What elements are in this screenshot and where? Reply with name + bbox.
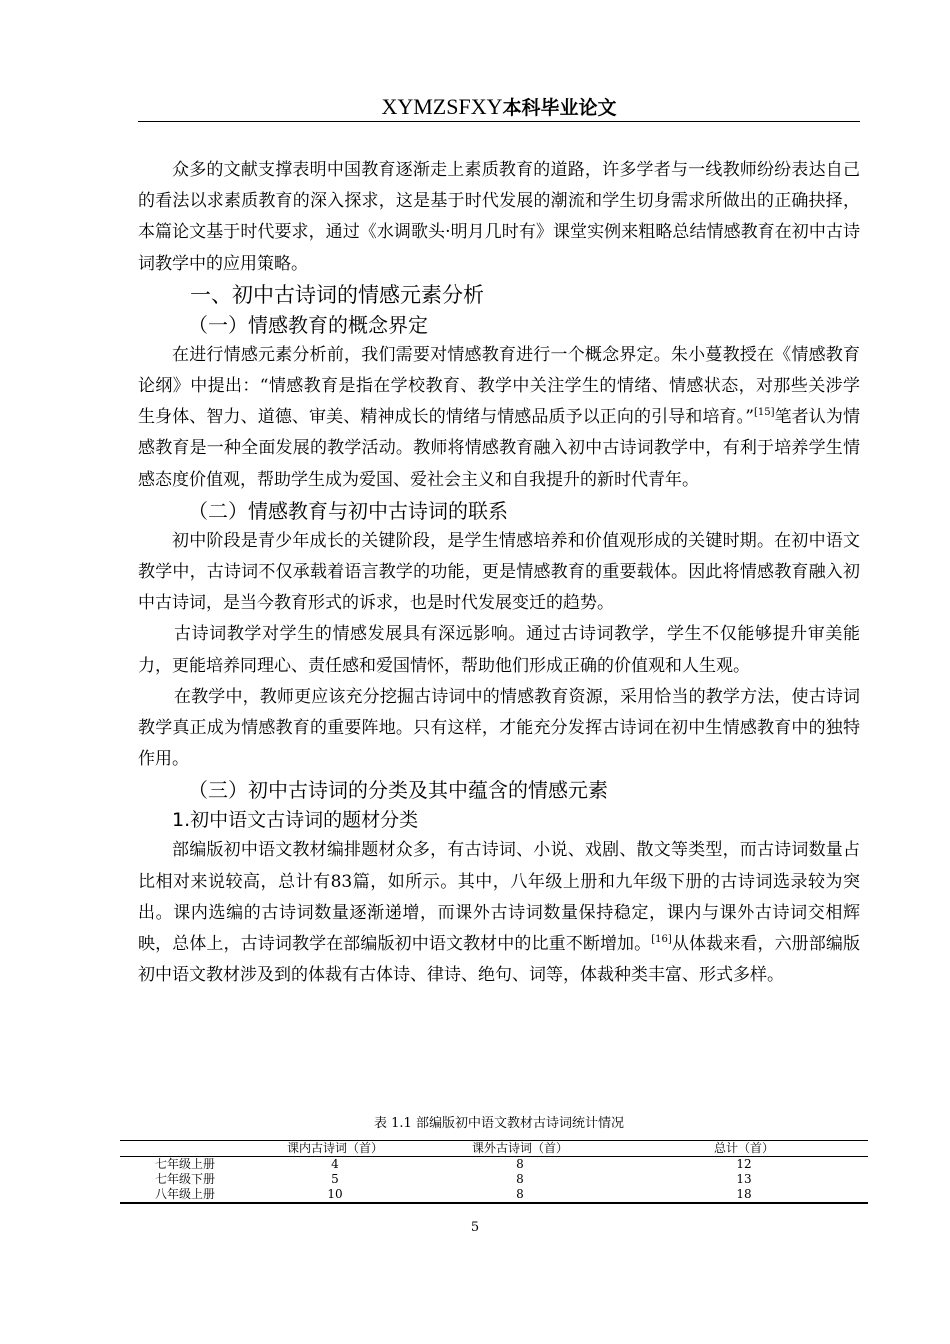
table-header-row [120,1141,868,1157]
table-cell: 18 [736,1187,752,1201]
page-header [138,92,860,123]
table-cell: 8 [516,1187,524,1201]
header-code: XYMZSFXY [381,94,503,119]
table-cell: 5 [331,1172,339,1186]
table-header-cell [120,1141,250,1157]
citation-16: [16] [651,934,672,946]
statistics-table [120,1140,868,1204]
subsection-heading-3: （三）初中古诗词的分类及其中蕴含的情感元素 [188,778,608,803]
subsubsection-heading-1: 1.初中语文古诗词的题材分类 [172,809,419,832]
subsection-heading-1: （一）情感教育的概念界定 [188,312,428,337]
paragraph-influence: 古诗词教学对学生的情感发展具有深远影响。通过古诗词教学，学生不仅能够提升审美能力，更能培养同理心、责任感和爱国情怀，帮助他们形成正确的价值观和人生观。 [138,624,860,676]
paragraph-classification-part-b: 从体裁来看，六册部编版初中语文教材涉及到的体裁有古体诗、律诗、绝句、词等，体裁种类丰富、形式多样。 [138,934,861,986]
subsection-heading-2: （二）情感教育与初中古诗词的联系 [188,498,508,523]
table-cell: 七年级下册 [154,1172,215,1186]
table-header-cell: 课外古诗词（首） [420,1141,620,1157]
paragraph-definition [138,340,860,496]
table-cell: 七年级上册 [154,1157,215,1171]
paragraph-definition-part-a: 在进行情感元素分析前，我们需要对情感教育进行一个概念界定。朱小蔓教授在《情感教育论纲》中提出：“情感教育是指在学校教育、教学中关注学生的情绪、情感状态，对那些关涉学生身体、智力、道德、审美、精神成长的情绪与情感品质予以正向的引导和培育。” [138,344,860,428]
table-cell: 4 [331,1157,339,1171]
table-row [120,1187,868,1203]
paragraph-definition-part-b: 笔者认为情感教育是一种全面发展的教学活动。教师将情感教育融入初中古诗词教学中，有利于培养学生情感态度价值观，帮助学生成为爱国、爱社会主义和自我提升的新时代青年。 [138,407,860,490]
paragraph-classification [138,835,860,991]
table-cell: 八年级上册 [154,1187,215,1201]
table-cell: 12 [736,1157,752,1171]
table-header-cell: 课内古诗词（首） [250,1141,420,1157]
paragraph-teaching: 在教学中，教师更应该充分挖掘古诗词中的情感教育资源，采用恰当的教学方法，使古诗词教学真正成为情感教育的重要阵地。只有这样，才能充分发挥古诗词在初中生情感教育中的独特作用。 [138,686,860,770]
table-cell: 13 [736,1172,752,1186]
table-cell: 8 [516,1172,524,1186]
page-body [138,155,860,991]
table-caption: 表 1.1 部编版初中语文教材古诗词统计情况 [374,1116,624,1131]
header-title: 本科毕业论文 [502,97,617,119]
table-row [120,1172,868,1187]
table-cell: 8 [516,1157,524,1171]
header-rule [138,121,860,122]
table-header-cell: 总计（首） [620,1141,868,1157]
paragraph-connection: 初中阶段是青少年成长的关键阶段，是学生情感培养和价值观形成的关键时期。在初中语文教学中，古诗词不仅承载着语言教学的功能，更是情感教育的重要载体。因此将情感教育融入初中古诗词，是当今教育形式的诉求，也是时代发展变迁的趋势。 [138,530,860,614]
table-cell: 10 [327,1187,343,1201]
paragraph-classification-part-a: 部编版初中语文教材编排题材众多，有古诗词、小说、戏剧、散文等类型，而古诗词数量占比相对来说较高，总计有83篇，如所示。其中，八年级上册和九年级下册的古诗词选录较为突出。课内选编的古诗词数量逐渐递增，而课外古诗词数量保持稳定，课内与课外古诗词交相辉映，总体上，古诗词教学在部编版初中语文教材中的比重不断增加。 [138,840,860,955]
section-heading-1: 一、初中古诗词的情感元素分析 [190,282,484,307]
page-number: 5 [470,1220,480,1235]
citation-15: [15] [753,407,775,419]
table-row [120,1157,868,1173]
paragraph-intro: 众多的文献支撑表明中国教育逐渐走上素质教育的道路，许多学者与一线教师纷纷表达自己的看法以求素质教育的深入探求，这是基于时代发展的潮流和学生切身需求所做出的正确抉择，本篇论文基于时代要求，通过《水调歌头·明月几时有》课堂实例来粗略总结情感教育在初中古诗词教学中的应用策略。 [138,160,860,274]
